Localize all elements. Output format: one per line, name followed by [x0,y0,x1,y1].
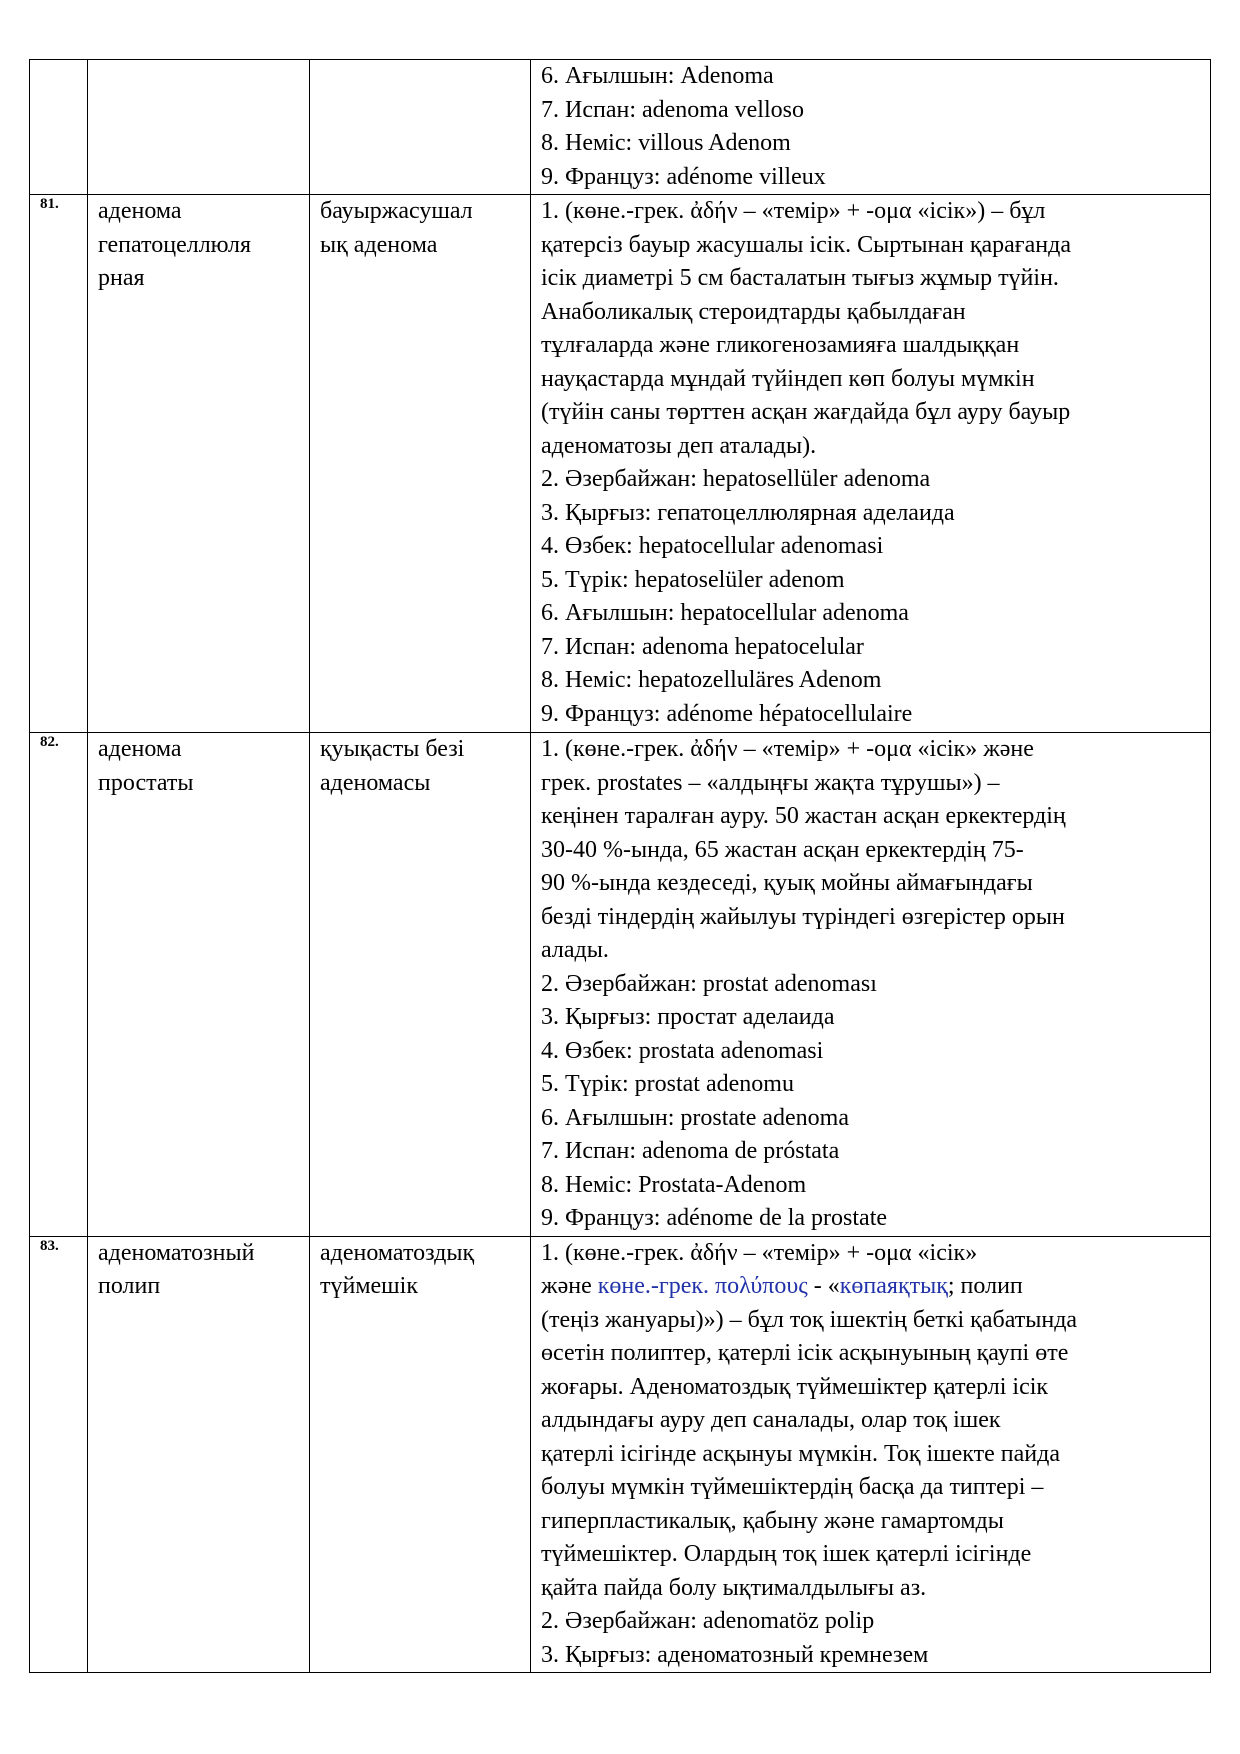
definition-fragment: ; полип [947,1273,1023,1299]
translation-line: 5. Түрік: hepatoselüler adenom [541,566,845,593]
russian-term-line: гепатоцеллюля [98,231,252,258]
kazakh-term [310,195,531,733]
russian-term [88,60,310,195]
table-row [30,195,1211,733]
translation-line: 7. Испан: adenoma hepatocelular [541,633,864,660]
definition-line: түймешіктер. Олардың тоқ ішек қатерлі ісігінде [541,1541,1032,1567]
kazakh-term-line: аденомасы [320,769,431,796]
definition-cell [531,1236,1211,1673]
translation-line: 2. Әзербайжан: adenomatöz polip [541,1608,875,1634]
definition-line [541,1270,1202,1304]
definition-line: өсетін полиптер, қатерлі ісік асқынуының қаупі өте [541,1340,1069,1366]
translation-line: 9. Француз: adénome hépatocellulaire [541,700,913,727]
definition-line: гиперпластикалық, қабыну және гамартомды [541,1507,1004,1534]
translation-line: 7. Испан: adenoma velloso [541,96,804,123]
table-row [30,733,1211,1237]
translation-line: 6. Ағылшын: hepatocellular adenoma [541,600,909,626]
entry-number [30,60,88,195]
definition-line: кеңінен таралған ауру. 50 жастан асқан еркектердің [541,803,1066,829]
table-row [30,1236,1211,1673]
kazakh-term-line: аденоматоздық [320,1239,475,1266]
translation-line: 8. Неміс: villous Adenom [541,130,791,156]
definition-line: ісік диаметрі 5 см басталатын тығыз жұмыр түйін. [541,265,1059,291]
russian-term [88,1236,310,1673]
kazakh-term-line: түймешік [320,1273,418,1299]
russian-term-line: простаты [98,769,194,796]
kazakh-term [310,733,531,1237]
definition-line: 1. (көне.-грек. ἀδήν – «темір» + -ομα «ісік») – бұл [541,198,1046,224]
translation-line: 3. Қырғыз: простат аделаида [541,1004,835,1030]
definition-line: безді тіндердің жайылуы түріндегі өзгерістер орын [541,903,1065,930]
greek-etymology-link: көпаяқтық [839,1273,948,1299]
definition-fragment: - « [807,1273,840,1299]
kazakh-term-line: бауыржасушал [320,198,473,224]
definition-line: болуы мүмкін түймешіктердің басқа да типтері – [541,1474,1044,1500]
russian-term-line: аденома [98,736,182,762]
russian-term-line: рная [98,265,145,291]
russian-term [88,195,310,733]
definition-line: тұлғаларда және гликогенозамияға шалдыққан [541,332,1020,358]
definition-line: 30-40 %-ында, 65 жастан асқан еркектердің 75- [541,836,1024,863]
definition-line: аденоматозы деп аталады). [541,432,817,459]
kazakh-term [310,1236,531,1673]
translation-line: 3. Қырғыз: гепатоцеллюлярная аделаида [541,499,955,526]
definition-cell [531,195,1211,733]
translation-line: 7. Испан: adenoma de próstata [541,1138,840,1164]
translation-line: 2. Әзербайжан: prostat adenoması [541,970,877,997]
entry-number: 81. [30,195,88,733]
definition-line: грек. prostates – «алдыңғы жақта тұрушы») – [541,769,1000,796]
definition-line: науқастарда мұндай түйіндеп көп болуы мүмкін [541,365,1035,392]
definition-line: қатерсіз бауыр жасушалы ісік. Сыртынан қарағанда [541,231,1072,258]
entry-number: 83. [30,1236,88,1673]
definition-cell [531,733,1211,1237]
translation-line: 6. Ағылшын: Adenoma [541,63,774,89]
russian-term-line: полип [98,1273,161,1299]
kazakh-term-line: ық аденома [320,231,438,258]
russian-term [88,733,310,1237]
translation-line: 8. Неміс: Prostata-Adenom [541,1171,807,1198]
translation-line: 3. Қырғыз: аденоматозный кремнезем [541,1641,929,1668]
definition-line: 1. (көне.-грек. ἀδήν – «темір» + -ομα «ісік» және [541,736,1034,762]
definition-line: 90 %-ында кездеседі, қуық мойны аймағындағы [541,870,1033,896]
translation-line: 9. Француз: adénome villeux [541,163,826,190]
translation-line: 5. Түрік: prostat adenomu [541,1071,794,1097]
definition-line: алады. [541,937,609,963]
translation-line: 8. Неміс: hepatozelluläres Adenom [541,667,882,693]
definition-line: жоғары. Аденоматоздық түймешіктер қатерлі ісік [541,1373,1049,1400]
definition-line: қайта пайда болу ықтималдылығы аз. [541,1574,927,1601]
definition-fragment: және [541,1273,598,1299]
definition-line: (түйін саны төрттен асқан жағдайда бұл ауру бауыр [541,399,1071,425]
definition-cell [531,60,1211,195]
definition-line: 1. (көне.-грек. ἀδήν – «темір» + -ομα «ісік» [541,1239,978,1266]
definition-line: (теңіз жануары)») – бұл тоқ ішектің беткі қабатында [541,1306,1078,1333]
definition-line: Анаболикалық стероидтарды қабылдаған [541,298,966,325]
russian-term-line: аденома [98,198,182,224]
entry-number: 82. [30,733,88,1237]
kazakh-term-line: қуықасты безі [320,736,465,762]
definition-line: қатерлі ісігінде асқынуы мүмкін. Тоқ ішекте пайда [541,1440,1060,1467]
translation-line: 2. Әзербайжан: hepatosellüler adenoma [541,466,931,492]
russian-term-line: аденоматозный [98,1239,255,1266]
translation-line: 9. Француз: adénome de la prostate [541,1205,888,1231]
kazakh-term [310,60,531,195]
table-row [30,60,1211,195]
translation-line: 6. Ағылшын: prostate adenoma [541,1104,849,1131]
dictionary-table [29,59,1211,1673]
greek-etymology-link: көне.-грек. πολύπους [597,1273,808,1299]
translation-line: 4. Өзбек: prostata adenomasi [541,1037,824,1064]
translation-line: 4. Өзбек: hepatocellular adenomasi [541,533,884,559]
definition-line: алдындағы ауру деп саналады, олар тоқ ішек [541,1407,1001,1433]
